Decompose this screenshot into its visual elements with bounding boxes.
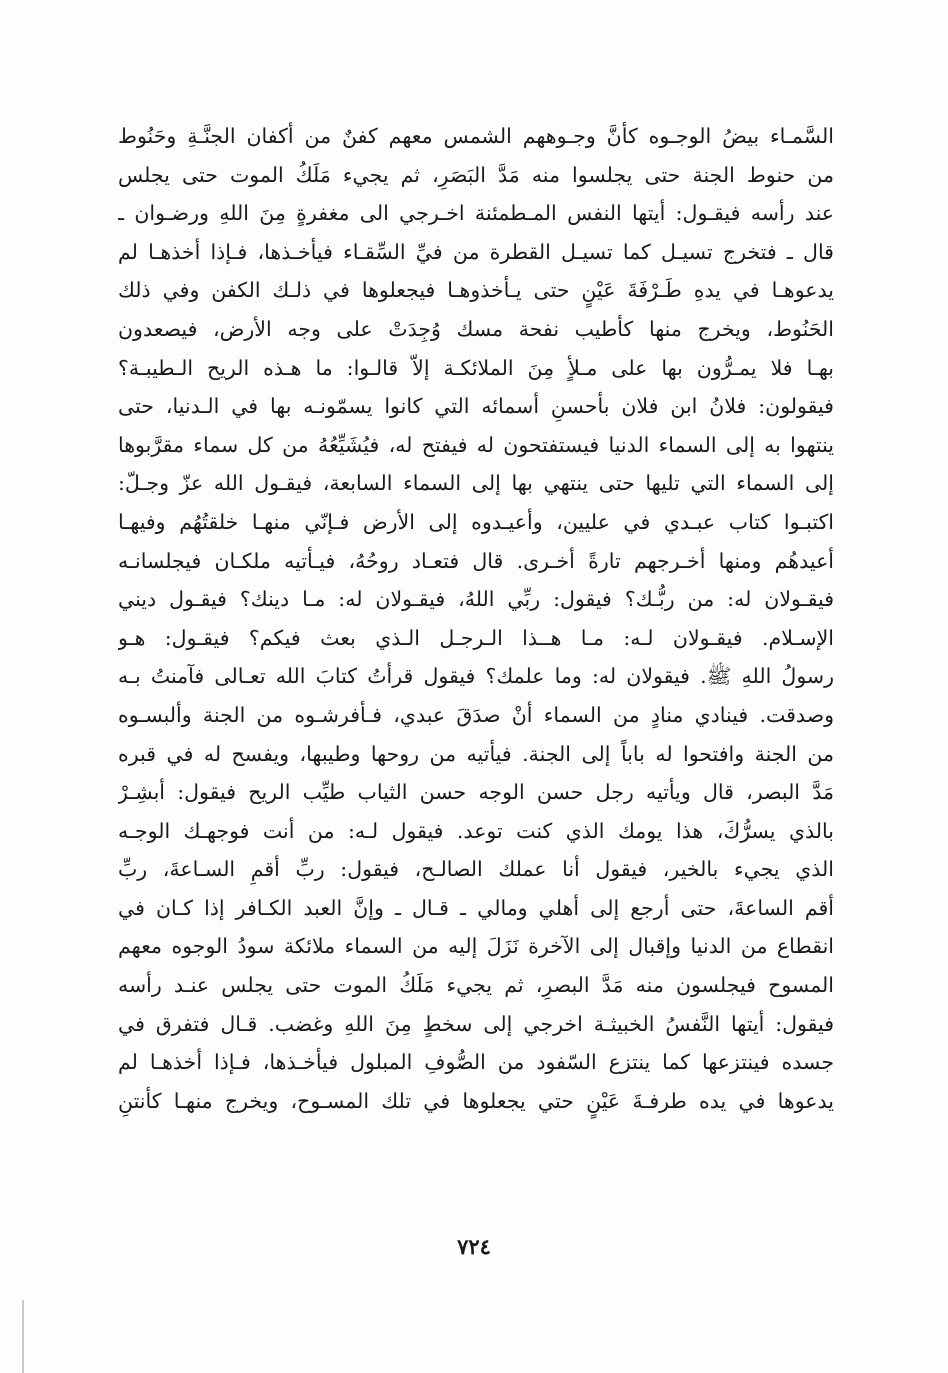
scan-edge-mark — [22, 1300, 24, 1373]
text-line: فيقـولان له: من ربُّـك؟ فيقول: ربِّي اللهُ، فيقـولان له: مـا دينك؟ فيقـول ديني — [118, 587, 834, 612]
text-line: إلى السماء التي تليها حتى ينتهي بها إلى السماء السابعة، فيقـول الله عزّ وجـلّ: — [118, 471, 834, 496]
text-line: الحَنُوط، ويخرج منها كأطيب نفحة مسك وُجِدَتْ على وجه الأرض، فيصعدون — [118, 316, 834, 341]
text-line: فيقولون: فلانُ ابن فلان بأحسنِ أسمائه التي كانوا يسمّونـه بها في الـدنيا، حتى — [118, 394, 834, 419]
text-line: المسوح فيجلسون منه مَدَّ البصرِ، ثم يجيء مَلَكُ الموت حتى يجلس عنـد رأسه — [118, 973, 834, 998]
page-number: ٧٢٤ — [457, 1234, 491, 1259]
text-line: مَدَّ البصر، قال ويأتيه رجل حسن الوجه حسن الثياب طيِّب الريح فيقول: أبشِـرْ — [118, 780, 834, 805]
text-line: قال ـ فتخرج تسيـل كما تسيـل القطرة من فيِّ السِّقـاء فيأخـذها، فـإذا أخذهـا لم — [118, 239, 834, 264]
text-line: يدعوها في يده طرفـةَ عَيْنٍ حتي يجعلوها في تلك المسـوح، ويخرج منهـا كأنتنِ — [118, 1088, 834, 1113]
text-line: انقطاع من الدنيا وإقبال إلى الآخرة نَزَلَ إليه من السماء ملائكة سودُ الوجوه معهم — [118, 934, 834, 959]
text-line: الذي يجيء بالخير، فيقول أنا عملك الصالـح، فيقول: ربِّ أقمِ السـاعةَ، ربِّ — [118, 857, 834, 882]
text-line: وصدقت. فينادي منادٍ من السماء أنْ صدَقَ عبدي، فـأفرشـوه من الجنة وألبسـوه — [118, 702, 834, 727]
text-line: أقم الساعةَ، حتى أرجع إلى أهلي ومالي ـ قـال ـ وإنَّ العبد الكـافر إذا كـان في — [118, 895, 834, 920]
text-line: أعيدهُم ومنها أخـرجهم تارةً أخـرى. قال فتعـاد روحُهُ، فيـأتيه ملكـان فيجلسانـه — [118, 548, 834, 573]
text-line: فيقول: أيتها النَّفسُ الخبيثـة اخرجي إلى سخطٍ مِنَ اللهِ وغضب. قـال فتفرق في — [118, 1011, 834, 1036]
text-line: من الجنة وافتحوا له باباً إلى الجنة. فيأتيه من روحها وطيبها، ويفسح له في قبره — [118, 741, 834, 766]
text-line: عند رأسه فيقـول: أيتها النفس المـطمئنة اخـرجي الى مغفرةٍ مِنَ اللهِ ورضـوان ـ — [118, 201, 834, 226]
body-text — [118, 117, 834, 1120]
text-line: بالذي يسرُّكَ، هذا يومك الذي كنت توعد. فيقول لـه: من أنت فوجهـك الوجـه — [118, 818, 834, 843]
text-line: الإسـلام. فيقـولان لـه: مـا هــذا الـرجـل الـذي بعث فيكم؟ فيقـول: هـو — [118, 625, 834, 650]
text-line: يدعوهـا في يدهِ طَـرْفَةَ عَيْنٍ حتى يـأخذوهـا فيجعلوها في ذلـك الكفن وفي ذلك — [118, 278, 834, 303]
text-line: ينتهوا به إلى السماء الدنيا فيستفتحون له فيفتح له، فيُشَيِّعُهُ من كل سماء مقرَّبوها — [118, 432, 834, 457]
text-line: السَّمـاء بيضُ الوجـوه كأنَّ وجـوههم الشمس معهم كفنٌ من أكفان الجنَّـةِ وحَنُوط — [118, 124, 834, 148]
text-line: اكتبـوا كتاب عبـدي في عليين، وأعيـدوه إلى الأرض فـإنّي منهـا خلقتُهُم وفيهـا — [118, 509, 834, 534]
text-line: من حنوط الجنة حتى يجلسوا منه مَدَّ البَصَرِ، ثم يجيء مَلَكُ الموت حتى يجلس — [118, 162, 834, 187]
text-line: جسده فينتزعها كما ينتزع السّفود من الصُّوفِ المبلول فيأخـذها، فـإذا أخذهـا لم — [118, 1050, 834, 1075]
text-line: بهـا فلا يمـرُّون بها على مـلأٍ مِنَ الملائكـة إلاّ قالـوا: ما هـذه الريح الـطيبـة؟ — [118, 355, 834, 380]
text-line: رسولُ اللهِ ﷺ. فيقولان له: وما علمك؟ فيقول قرأتُ كتابَ الله تعـالى فآمنتُ بـه — [118, 664, 834, 689]
